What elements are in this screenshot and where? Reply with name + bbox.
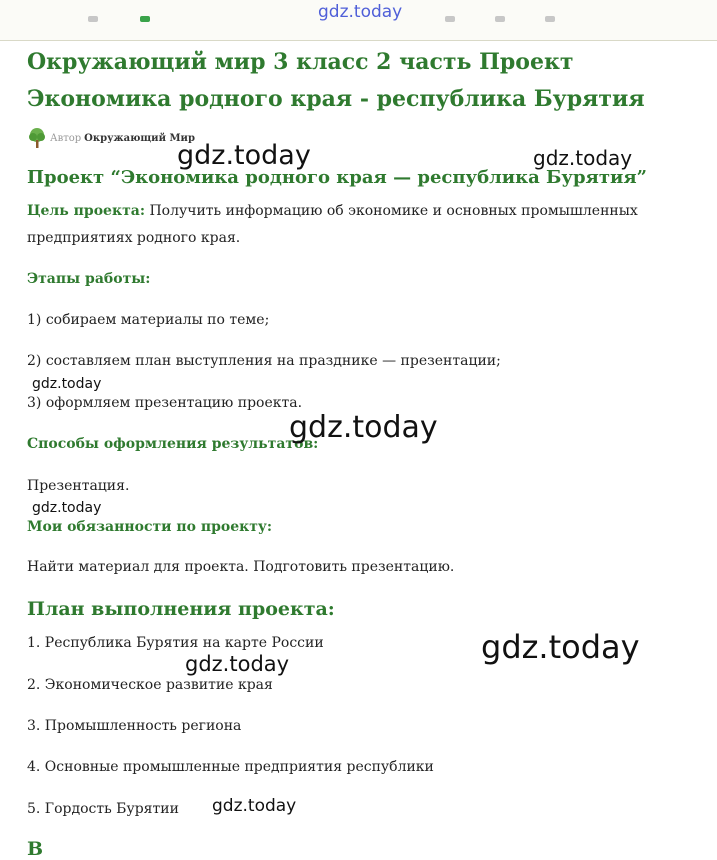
plan-item: 2. Экономическое развитие края (27, 677, 273, 693)
watermark: gdz.today (32, 376, 102, 392)
stage-item: 2) составляем план выступления на празднике — презентации; (27, 353, 501, 369)
methods-label: Способы оформления результатов: (27, 436, 319, 452)
project-title: Проект “Экономика родного края — республика Бурятия” (27, 167, 647, 188)
duties-text: Найти материал для проекта. Подготовить презентацию. (27, 559, 455, 575)
project-goal (27, 198, 667, 252)
author-name[interactable]: Окружающий Мир (84, 132, 195, 144)
watermark: gdz.today (32, 500, 102, 516)
stages-label: Этапы работы: (27, 271, 151, 287)
plan-title: План выполнения проекта: (27, 598, 335, 620)
next-section-heading: В (27, 838, 44, 860)
goal-label: Цель проекта: (27, 203, 145, 219)
author-prefix: Автор (50, 132, 82, 144)
watermark: gdz.today (481, 628, 640, 666)
plan-item: 5. Гордость Бурятии (27, 801, 179, 817)
watermark: gdz.today (289, 410, 438, 445)
watermark: gdz.today (212, 796, 297, 816)
stage-item: 3) оформляем презентацию проекта. (27, 395, 303, 411)
author-line (27, 127, 195, 149)
watermark: gdz.today (533, 146, 633, 170)
stage-item: 1) собираем материалы по теме; (27, 312, 270, 328)
watermark: gdz.today (177, 140, 311, 171)
methods-text: Презентация. (27, 478, 130, 494)
watermark: gdz.today (185, 652, 290, 676)
site-logo[interactable]: gdz.today (318, 2, 403, 22)
plan-item: 1. Республика Бурятия на карте России (27, 635, 324, 651)
plan-item: 3. Промышленность региона (27, 718, 242, 734)
goal-text: Получить информацию об экономике и основных промышленных предприятиях родного края. (27, 203, 638, 246)
duties-label: Мои обязанности по проекту: (27, 519, 273, 535)
tree-icon (27, 127, 47, 149)
plan-item: 4. Основные промышленные предприятия республики (27, 759, 434, 775)
page-title: Окружающий мир 3 класс 2 часть Проект Экономика родного края - республика Бурятия (27, 49, 645, 112)
